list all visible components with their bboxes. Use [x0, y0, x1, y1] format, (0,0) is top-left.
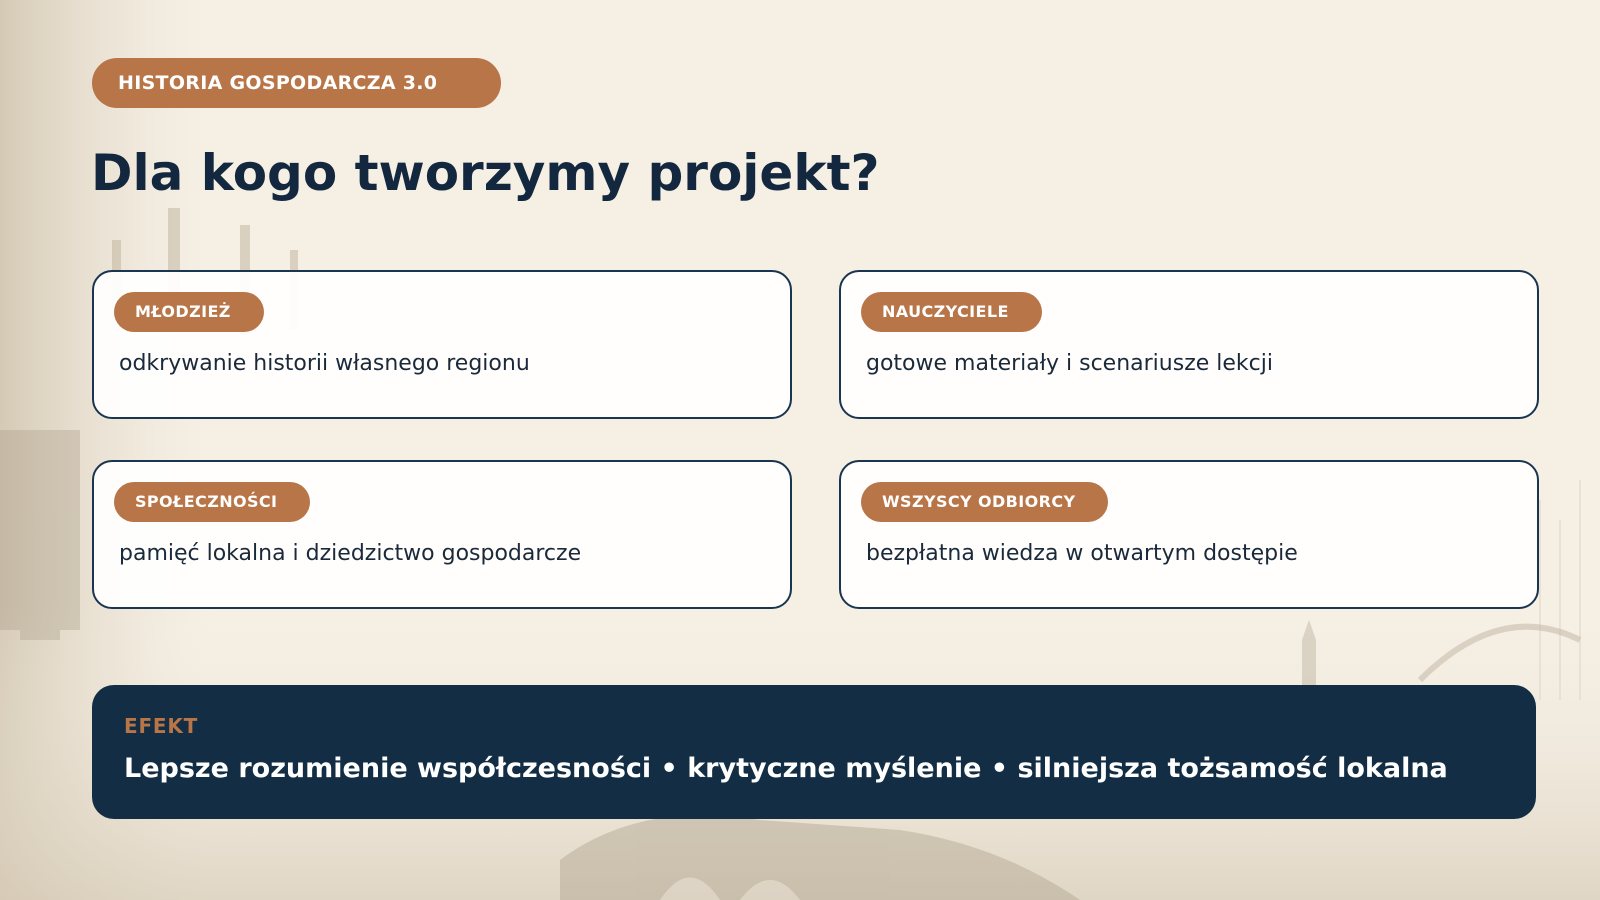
- card-description: pamięć lokalna i dziedzictwo gospodarcze: [119, 541, 582, 566]
- card-tag: WSZYSCY ODBIORCY: [861, 482, 1108, 522]
- page-title: Dla kogo tworzymy projekt?: [91, 144, 880, 202]
- audience-card-teachers: [839, 270, 1539, 419]
- audience-card-everyone: [839, 460, 1539, 609]
- effect-summary: Lepsze rozumienie współczesności • krytyczne myślenie • silniejsza tożsamość lokalna: [124, 753, 1448, 784]
- card-description: gotowe materiały i scenariusze lekcji: [866, 351, 1273, 376]
- card-description: bezpłatna wiedza w otwartym dostępie: [866, 541, 1298, 566]
- card-tag: MŁODZIEŻ: [114, 292, 264, 332]
- audience-card-youth: [92, 270, 792, 419]
- card-tag: NAUCZYCIELE: [861, 292, 1042, 332]
- effect-panel: [92, 685, 1536, 819]
- card-description: odkrywanie historii własnego regionu: [119, 351, 530, 376]
- card-tag: SPOŁECZNOŚCI: [114, 482, 310, 522]
- effect-label: EFEKT: [124, 714, 199, 738]
- audience-card-communities: [92, 460, 792, 609]
- brand-badge: HISTORIA GOSPODARCZA 3.0: [92, 58, 501, 108]
